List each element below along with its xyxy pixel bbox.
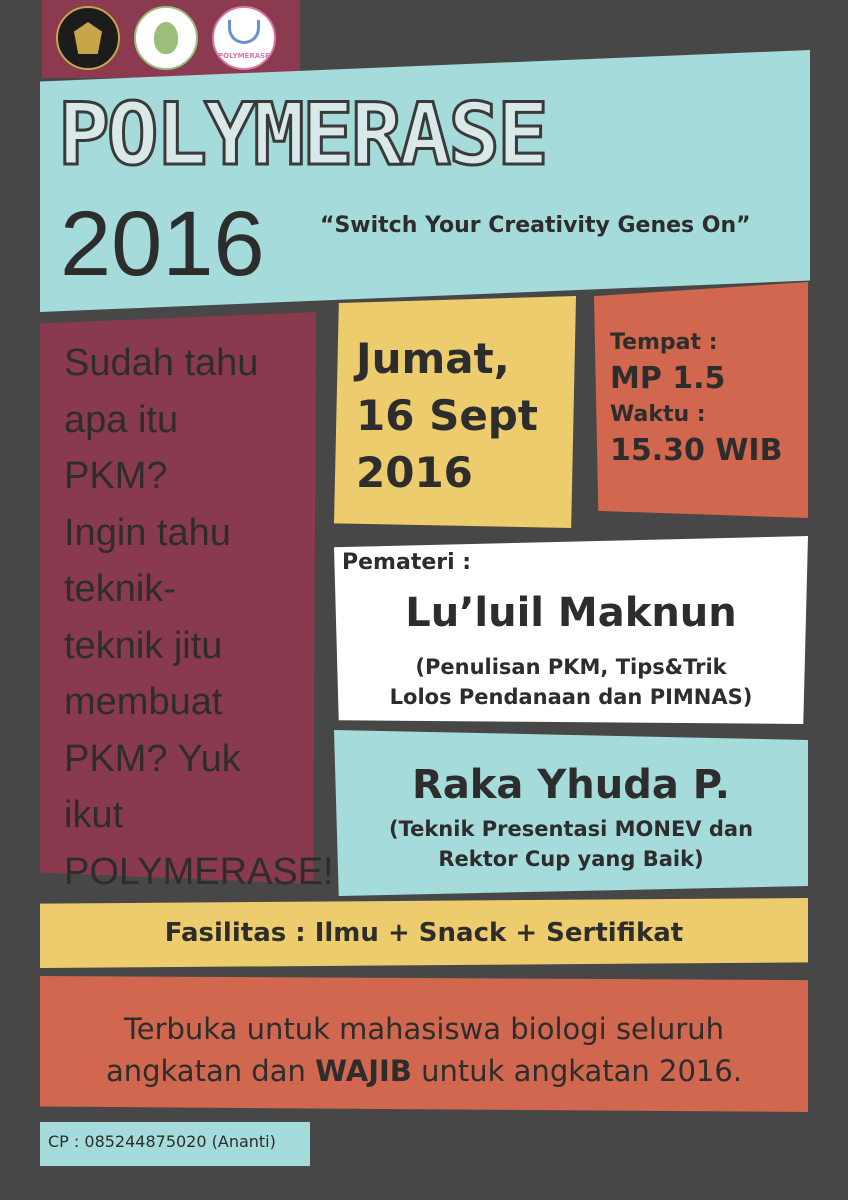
- speaker1-topic-line: (Penulisan PKM, Tips&Trik: [415, 655, 727, 679]
- intro-line: Sudah tahu: [64, 342, 259, 384]
- student-association-logo-icon: [134, 6, 198, 70]
- intro-line: Ingin tahu: [64, 511, 231, 554]
- event-slogan: “Switch Your Creativity Genes On”: [320, 213, 751, 238]
- mandatory-emphasis: WAJIB: [315, 1054, 412, 1088]
- contact-person: CP : 085244875020 (Ananti): [48, 1132, 276, 1151]
- date-day-month: 16 Sept: [356, 391, 538, 440]
- time-label: Waktu :: [610, 402, 706, 427]
- event-title: POLYMERASE: [58, 85, 546, 185]
- speaker2-topic-line: Rektor Cup yang Baik): [438, 847, 704, 871]
- intro-line: POLYMERASE!: [64, 850, 334, 893]
- speaker1-name: Lu’luil Maknun: [405, 590, 737, 636]
- speaker2-name: Raka Yhuda P.: [412, 762, 730, 808]
- date-day: Jumat,: [356, 334, 510, 383]
- university-seal-icon: [56, 6, 120, 70]
- intro-line: teknik jitu: [64, 624, 223, 667]
- venue-info: [610, 326, 800, 470]
- intro-line: teknik-: [64, 568, 176, 610]
- time-value: 15.30 WIB: [610, 433, 783, 468]
- event-date: [356, 330, 566, 501]
- logo-strip: [42, 0, 300, 78]
- speaker2-topic-line: (Teknik Presentasi MONEV dan: [388, 817, 754, 841]
- facilities-text: Fasilitas : Ilmu + Snack + Sertifikat: [164, 918, 684, 948]
- intro-line: PKM? Yuk: [64, 737, 241, 780]
- event-year: 2016: [60, 193, 265, 295]
- intro-line: membuat: [64, 681, 223, 723]
- intro-text: [64, 335, 334, 900]
- speaker2-topic: [334, 814, 808, 874]
- audience-text: [40, 1008, 808, 1092]
- audience-line-prefix: angkatan dan: [105, 1054, 316, 1088]
- date-year: 2016: [356, 448, 473, 497]
- intro-line: apa itu: [64, 398, 179, 441]
- audience-line: [40, 1050, 808, 1092]
- intro-line: ikut: [64, 794, 124, 836]
- polymerase-logo-icon: [212, 6, 276, 70]
- place-label: Tempat :: [610, 330, 718, 355]
- speaker1-topic-line: Lolos Pendanaan dan PIMNAS): [389, 685, 753, 709]
- speaker1-topic: [334, 652, 808, 712]
- speakers-label: Pemateri :: [342, 550, 472, 575]
- audience-line: Terbuka untuk mahasiswa biologi seluruh: [123, 1012, 725, 1046]
- polymerase-logo-text: POLYMERASE: [218, 52, 270, 60]
- audience-line-suffix: untuk angkatan 2016.: [411, 1054, 743, 1088]
- intro-line: PKM?: [64, 455, 168, 497]
- place-value: MP 1.5: [610, 361, 726, 396]
